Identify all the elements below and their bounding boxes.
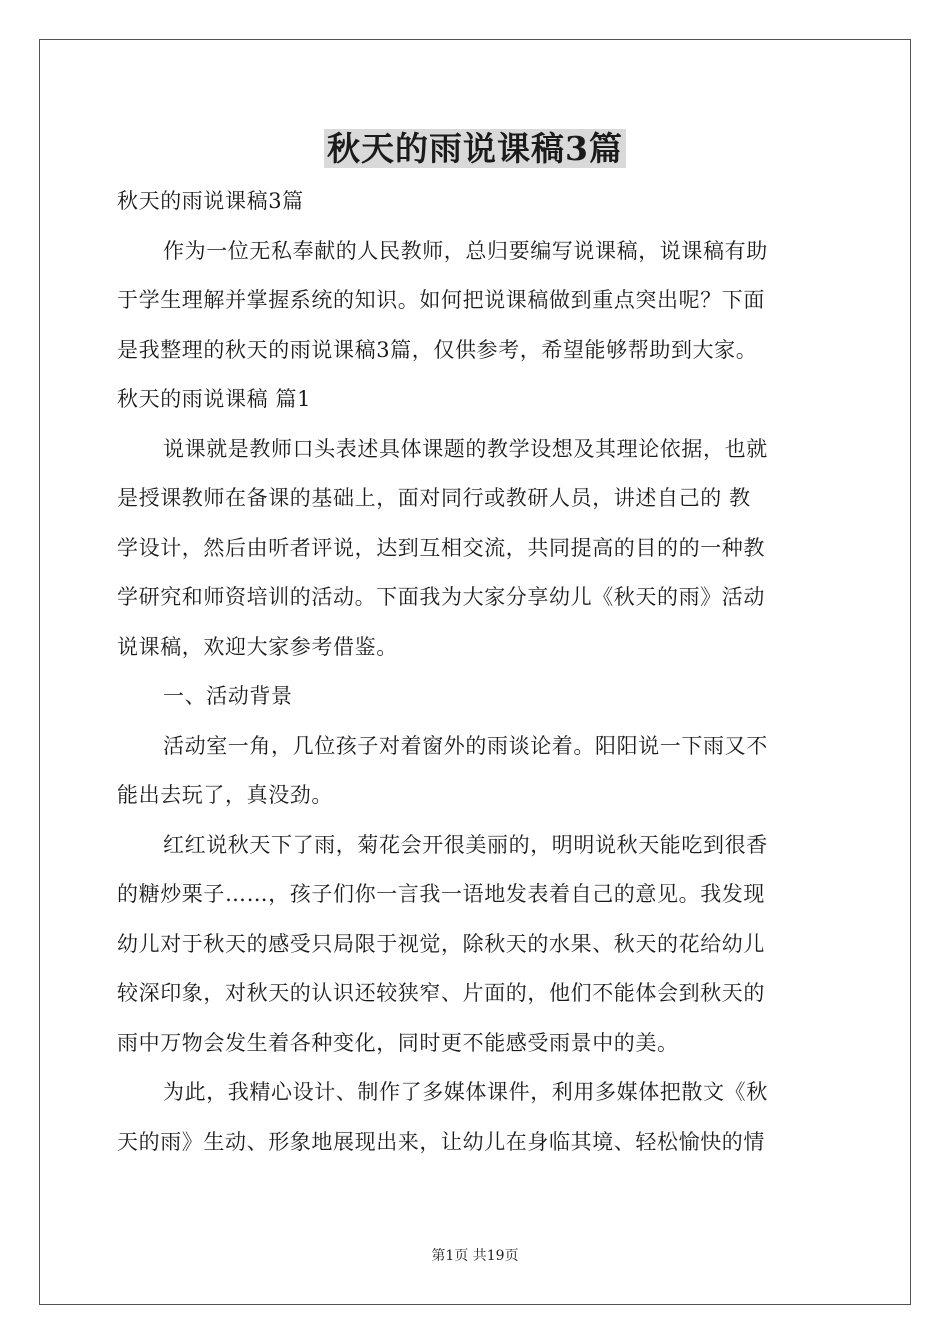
paragraph-line: 天的雨》生动、形象地展现出来，让幼儿在身临其境、轻松愉快的情: [117, 1129, 765, 1154]
document-body: [117, 177, 837, 1167]
intro-line: 作为一位无私奉献的人民教师，总归要编写说课稿，说课稿有助: [163, 238, 768, 263]
intro-line: 是我整理的秋天的雨说课稿3篇，仅供参考，希望能够帮助到大家。: [117, 337, 758, 362]
paragraph-line: 幼儿对于秋天的感受只局限于视觉，除秋天的水果、秋天的花给幼儿: [117, 931, 765, 956]
paragraph-line: 为此，我精心设计、制作了多媒体课件，利用多媒体把散文《秋: [163, 1080, 768, 1104]
paragraph-line: 的糖炒栗子……，孩子们你一言我一语地发表着自己的意见。我发现: [117, 882, 765, 906]
section-line: 说课稿，欢迎大家参考借鉴。: [117, 634, 398, 659]
section-heading: 秋天的雨说课稿 篇1: [117, 387, 312, 411]
document-title: 秋天的雨说课稿3篇: [0, 124, 950, 174]
paragraph-line: 能出去玩了，真没劲。: [117, 783, 333, 807]
document-subtitle: 秋天的雨说课稿3篇: [117, 189, 304, 213]
section-line: 说课就是教师口头表述具体课题的教学设想及其理论依据，也就: [163, 436, 768, 461]
section-line: 是授课教师在备课的基础上，面对同行或教研人员，讲述自己的 教: [117, 486, 751, 510]
paragraph-line: 活动室一角，几位孩子对着窗外的雨谈论着。阳阳说一下雨又不: [163, 733, 768, 758]
page-footer: 第1页 共19页: [431, 1248, 519, 1264]
paragraph-line: 较深印象，对秋天的认识还较狭窄、片面的，他们不能体会到秋天的: [117, 981, 765, 1005]
paragraph-line: 红红说秋天下了雨，菊花会开很美丽的，明明说秋天能吃到很香: [163, 832, 768, 857]
section-line: 学研究和师资培训的活动。下面我为大家分享幼儿《秋天的雨》活动: [117, 585, 765, 609]
section-line: 学设计，然后由听者评说，达到互相交流，共同提高的目的的一种教: [117, 535, 765, 560]
intro-line: 于学生理解并掌握系统的知识。如何把说课稿做到重点突出呢？下面: [117, 288, 765, 312]
paragraph-line: 雨中万物会发生着各种变化，同时更不能感受雨景中的美。: [117, 1030, 679, 1055]
part-heading: 一、活动背景: [163, 684, 293, 708]
